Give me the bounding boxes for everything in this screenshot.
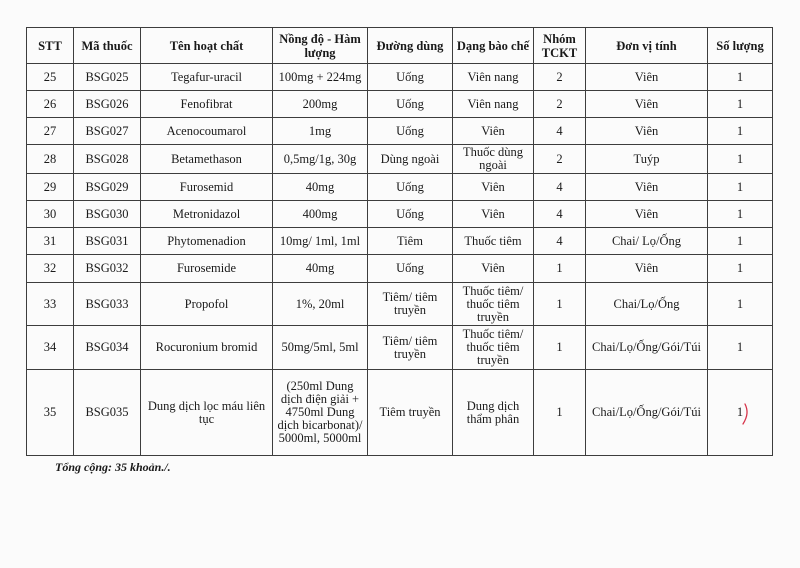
cell-don-vi: Chai/ Lọ/Ống [586,228,708,255]
cell-nhom: 1 [534,326,586,370]
cell-duong-dung: Uống [368,118,453,145]
cell-stt: 29 [27,174,74,201]
cell-so-luong: 1 [708,64,773,91]
cell-nong-do: 200mg [273,91,368,118]
cell-nong-do: 0,5mg/1g, 30g [273,145,368,174]
cell-nhom: 1 [534,255,586,283]
table-row [27,283,773,326]
cell-stt: 34 [27,326,74,370]
quantity-value: 1 [736,405,744,419]
cell-don-vi: Tuýp [586,145,708,174]
cell-don-vi: Chai/Lọ/Ống/Gói/Túi [586,326,708,370]
cell-nong-do: (250ml Dung dịch điện giải + 4750ml Dung dịch bicarbonat)/ 5000ml, 5000ml [273,370,368,456]
cell-duong-dung: Uống [368,201,453,228]
table-row [27,255,773,283]
cell-stt: 33 [27,283,74,326]
cell-don-vi: Viên [586,91,708,118]
cell-nhom: 4 [534,174,586,201]
cell-so-luong: 1 [708,283,773,326]
cell-ten-hoat-chat: Furosemide [141,255,273,283]
cell-nhom: 2 [534,91,586,118]
cell-don-vi: Viên [586,201,708,228]
header-ma-thuoc: Mã thuốc [74,28,141,64]
cell-nong-do: 100mg + 224mg [273,64,368,91]
pen-mark-icon [741,402,751,426]
cell-nong-do: 1%, 20ml [273,283,368,326]
cell-ma-thuoc: BSG028 [74,145,141,174]
cell-duong-dung: Tiêm/ tiêm truyền [368,326,453,370]
header-nong-do: Nồng độ - Hàm lượng [273,28,368,64]
table-row [27,145,773,174]
total-summary: Tổng cộng: 35 khoản./. [55,460,171,474]
cell-ma-thuoc: BSG035 [74,370,141,456]
table-row [27,370,773,456]
cell-dang-bao-che: Viên [453,174,534,201]
cell-stt: 32 [27,255,74,283]
cell-nhom: 1 [534,370,586,456]
cell-ma-thuoc: BSG033 [74,283,141,326]
cell-nong-do: 50mg/5ml, 5ml [273,326,368,370]
cell-so-luong-last [708,370,773,456]
cell-nong-do: 40mg [273,255,368,283]
header-stt: STT [27,28,74,64]
cell-dang-bao-che: Viên nang [453,91,534,118]
cell-dang-bao-che: Thuốc tiêm/ thuốc tiêm truyền [453,326,534,370]
cell-stt: 35 [27,370,74,456]
cell-nhom: 4 [534,228,586,255]
cell-ten-hoat-chat: Metronidazol [141,201,273,228]
cell-so-luong: 1 [708,174,773,201]
cell-ten-hoat-chat: Phytomenadion [141,228,273,255]
cell-ten-hoat-chat: Betamethason [141,145,273,174]
cell-ma-thuoc: BSG027 [74,118,141,145]
cell-don-vi: Chai/Lọ/Ống [586,283,708,326]
cell-ma-thuoc: BSG031 [74,228,141,255]
cell-stt: 30 [27,201,74,228]
cell-ten-hoat-chat: Furosemid [141,174,273,201]
cell-ma-thuoc: BSG032 [74,255,141,283]
cell-dang-bao-che: Dung dịch thẩm phân [453,370,534,456]
cell-stt: 31 [27,228,74,255]
cell-ten-hoat-chat: Tegafur-uracil [141,64,273,91]
cell-don-vi: Chai/Lọ/Ống/Gói/Túi [586,370,708,456]
cell-so-luong: 1 [708,91,773,118]
table-header-row [27,28,773,64]
cell-ma-thuoc: BSG029 [74,174,141,201]
cell-duong-dung: Uống [368,174,453,201]
header-duong-dung: Đường dùng [368,28,453,64]
cell-ma-thuoc: BSG026 [74,91,141,118]
table-row [27,326,773,370]
cell-don-vi: Viên [586,255,708,283]
cell-duong-dung: Dùng ngoài [368,145,453,174]
header-nhom-tckt: Nhóm TCKT [534,28,586,64]
cell-ten-hoat-chat: Propofol [141,283,273,326]
cell-dang-bao-che: Viên [453,118,534,145]
cell-nhom: 1 [534,283,586,326]
cell-nong-do: 10mg/ 1ml, 1ml [273,228,368,255]
cell-nhom: 4 [534,118,586,145]
cell-dang-bao-che: Viên [453,255,534,283]
cell-nong-do: 1mg [273,118,368,145]
cell-nhom: 2 [534,145,586,174]
header-dang-bao-che: Dạng bào chế [453,28,534,64]
cell-so-luong: 1 [708,326,773,370]
cell-so-luong: 1 [708,255,773,283]
cell-duong-dung: Uống [368,64,453,91]
header-don-vi-tinh: Đơn vị tính [586,28,708,64]
cell-ten-hoat-chat: Rocuronium bromid [141,326,273,370]
header-so-luong: Số lượng [708,28,773,64]
cell-duong-dung: Tiêm [368,228,453,255]
table-row [27,64,773,91]
cell-so-luong: 1 [708,201,773,228]
cell-stt: 28 [27,145,74,174]
cell-ma-thuoc: BSG034 [74,326,141,370]
table-row [27,174,773,201]
cell-dang-bao-che: Thuốc dùng ngoài [453,145,534,174]
cell-duong-dung: Uống [368,255,453,283]
drug-list-table [26,27,773,456]
cell-duong-dung: Tiêm truyền [368,370,453,456]
cell-so-luong: 1 [708,145,773,174]
cell-don-vi: Viên [586,118,708,145]
cell-nhom: 2 [534,64,586,91]
cell-dang-bao-che: Thuốc tiêm/ thuốc tiêm truyền [453,283,534,326]
cell-so-luong: 1 [708,228,773,255]
table-row [27,201,773,228]
cell-nong-do: 40mg [273,174,368,201]
cell-nhom: 4 [534,201,586,228]
table-row [27,91,773,118]
cell-ten-hoat-chat: Acenocoumarol [141,118,273,145]
cell-dang-bao-che: Viên nang [453,64,534,91]
header-ten-hoat-chat: Tên hoạt chất [141,28,273,64]
cell-ma-thuoc: BSG025 [74,64,141,91]
table-row [27,228,773,255]
cell-ten-hoat-chat: Fenofibrat [141,91,273,118]
cell-so-luong: 1 [708,118,773,145]
quantity-with-pen-mark [737,406,743,419]
cell-duong-dung: Uống [368,91,453,118]
cell-stt: 27 [27,118,74,145]
cell-stt: 25 [27,64,74,91]
cell-duong-dung: Tiêm/ tiêm truyền [368,283,453,326]
cell-stt: 26 [27,91,74,118]
table-row [27,118,773,145]
cell-dang-bao-che: Thuốc tiêm [453,228,534,255]
cell-ten-hoat-chat: Dung dịch lọc máu liên tục [141,370,273,456]
cell-dang-bao-che: Viên [453,201,534,228]
cell-ma-thuoc: BSG030 [74,201,141,228]
cell-don-vi: Viên [586,64,708,91]
cell-nong-do: 400mg [273,201,368,228]
cell-don-vi: Viên [586,174,708,201]
